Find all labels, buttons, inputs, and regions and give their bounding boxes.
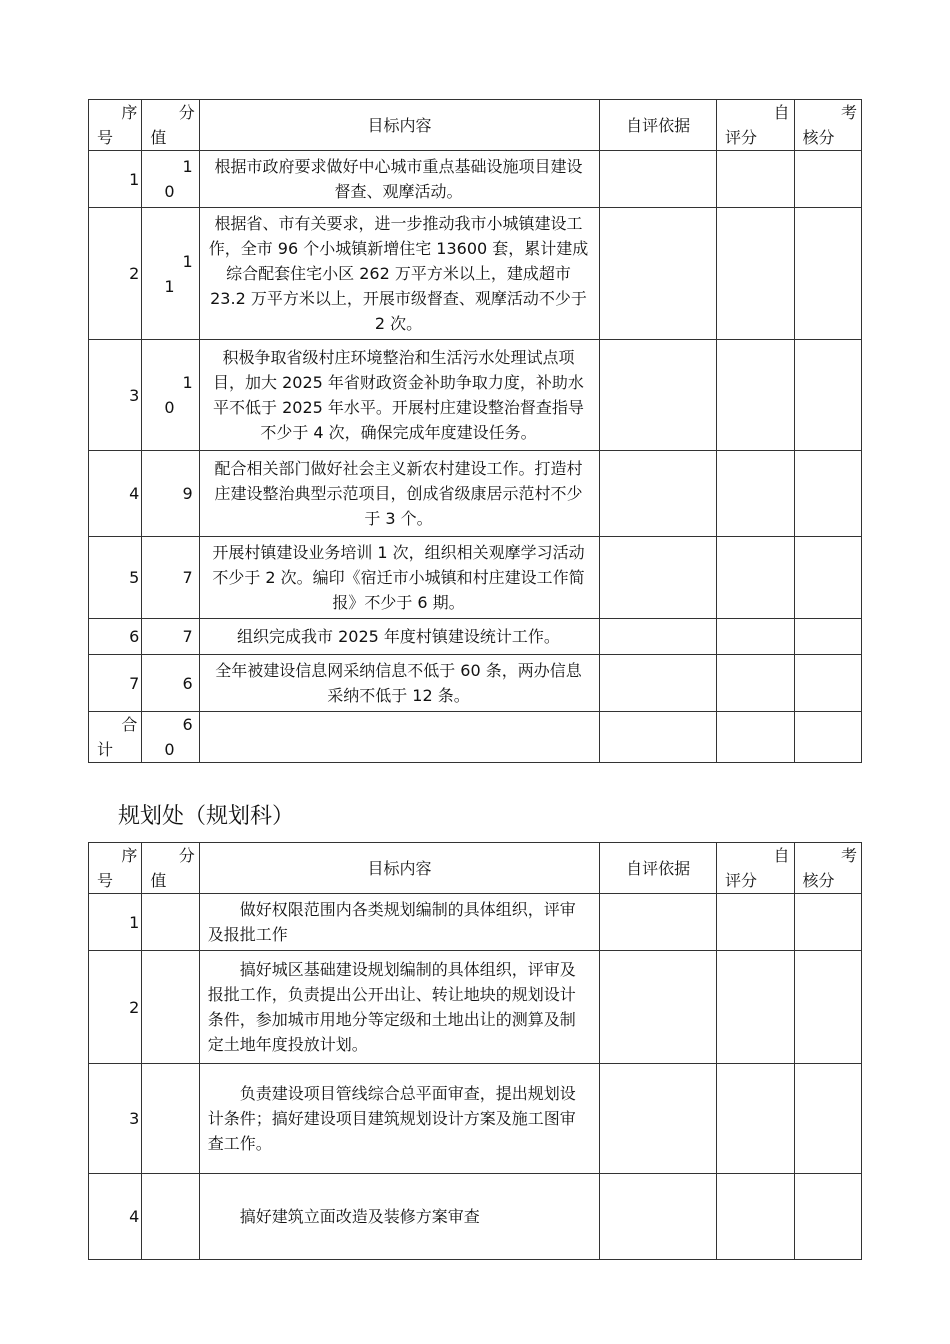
row-exam-score[interactable] (794, 151, 861, 208)
row-basis[interactable] (600, 1174, 717, 1260)
table-row (89, 537, 862, 619)
row-basis[interactable] (600, 1064, 717, 1174)
header-seq: 序 号 (89, 843, 142, 894)
row-goal: 开展村镇建设业务培训 1 次，组织相关观摩学习活动不少于 2 次。编印《宿迁市小城镇和村庄建设工作简报》不少于 6 期。 (199, 537, 600, 619)
row-self-score[interactable] (717, 894, 795, 951)
table-row (89, 451, 862, 537)
row-seq: 7 (89, 655, 142, 712)
header-self-score: 自 评分 (717, 100, 795, 151)
row-exam-score[interactable] (794, 208, 861, 340)
row-goal: 配合相关部门做好社会主义新农村建设工作。打造村庄建设整治典型示范项目，创成省级康居示范村不少于 3 个。 (199, 451, 600, 537)
row-self-score[interactable] (717, 151, 795, 208)
row-basis[interactable] (600, 151, 717, 208)
row-self-score[interactable] (717, 619, 795, 655)
table-row (89, 894, 862, 951)
row-score: 1 0 (142, 340, 199, 451)
row-self-score[interactable] (717, 340, 795, 451)
row-goal: 做好权限范围内各类规划编制的具体组织，评审及报批工作 (199, 894, 600, 951)
table-row (89, 1064, 862, 1174)
row-self-score[interactable] (717, 208, 795, 340)
total-label: 合 计 (89, 712, 142, 763)
table-row (89, 208, 862, 340)
row-seq: 1 (89, 894, 142, 951)
total-score: 6 0 (142, 712, 199, 763)
row-goal: 根据省、市有关要求，进一步推动我市小城镇建设工作，全市 96 个小城镇新增住宅 13600 套，累计建成综合配套住宅小区 262 万平方米以上，建成超市 23.2 万平方米以上，开展市级督查、观摩活动不少于 2 次。 (199, 208, 600, 340)
row-exam-score[interactable] (794, 655, 861, 712)
row-exam-score[interactable] (794, 537, 861, 619)
row-goal: 全年被建设信息网采纳信息不低于 60 条，两办信息采纳不低于 12 条。 (199, 655, 600, 712)
row-score[interactable] (142, 894, 199, 951)
row-seq: 3 (89, 1064, 142, 1174)
row-basis[interactable] (600, 340, 717, 451)
table-row (89, 1174, 862, 1260)
header-self-score: 自 评分 (717, 843, 795, 894)
row-goal: 搞好建筑立面改造及装修方案审查 (199, 1174, 600, 1260)
row-goal: 积极争取省级村庄环境整治和生活污水处理试点项目，加大 2025 年省财政资金补助争取力度，补助水平不低于 2025 年水平。开展村庄建设整治督查指导不少于 4 次，确保完成年度建设任务。 (199, 340, 600, 451)
row-score: 7 (142, 619, 199, 655)
row-self-score[interactable] (717, 451, 795, 537)
row-score[interactable] (142, 1064, 199, 1174)
row-basis[interactable] (600, 894, 717, 951)
table-row (89, 951, 862, 1064)
row-score: 9 (142, 451, 199, 537)
row-score[interactable] (142, 951, 199, 1064)
row-exam-score[interactable] (794, 894, 861, 951)
row-basis[interactable] (600, 619, 717, 655)
row-score: 1 0 (142, 151, 199, 208)
total-basis[interactable] (600, 712, 717, 763)
row-seq: 2 (89, 208, 142, 340)
total-exam-score[interactable] (794, 712, 861, 763)
row-self-score[interactable] (717, 655, 795, 712)
row-exam-score[interactable] (794, 1174, 861, 1260)
row-score: 7 (142, 537, 199, 619)
row-seq: 4 (89, 451, 142, 537)
header-score: 分 值 (142, 100, 199, 151)
row-seq: 2 (89, 951, 142, 1064)
row-seq: 4 (89, 1174, 142, 1260)
row-seq: 1 (89, 151, 142, 208)
row-score: 6 (142, 655, 199, 712)
header-score: 分 值 (142, 843, 199, 894)
section-title: 规划处（规划科） (118, 804, 295, 829)
total-self-score[interactable] (717, 712, 795, 763)
table-header-row (89, 100, 862, 151)
row-exam-score[interactable] (794, 619, 861, 655)
row-self-score[interactable] (717, 1064, 795, 1174)
row-goal: 负责建设项目管线综合总平面审查，提出规划设计条件；搞好建设项目建筑规划设计方案及施工图审查工作。 (199, 1064, 600, 1174)
row-exam-score[interactable] (794, 951, 861, 1064)
header-goal: 目标内容 (199, 843, 600, 894)
row-basis[interactable] (600, 537, 717, 619)
row-basis[interactable] (600, 451, 717, 537)
row-seq: 3 (89, 340, 142, 451)
row-self-score[interactable] (717, 537, 795, 619)
table-row (89, 340, 862, 451)
table-total-row (89, 712, 862, 763)
row-score: 1 1 (142, 208, 199, 340)
target-table-2 (88, 842, 862, 1260)
header-exam-score: 考 核分 (794, 843, 861, 894)
row-basis[interactable] (600, 951, 717, 1064)
row-basis[interactable] (600, 208, 717, 340)
row-seq: 6 (89, 619, 142, 655)
row-self-score[interactable] (717, 951, 795, 1064)
header-seq: 序 号 (89, 100, 142, 151)
header-basis: 自评依据 (600, 843, 717, 894)
row-self-score[interactable] (717, 1174, 795, 1260)
row-goal: 根据市政府要求做好中心城市重点基础设施项目建设督查、观摩活动。 (199, 151, 600, 208)
row-goal: 搞好城区基础建设规划编制的具体组织，评审及报批工作，负责提出公开出让、转让地块的规划设计条件，参加城市用地分等定级和土地出让的测算及制定土地年度投放计划。 (199, 951, 600, 1064)
target-table-1 (88, 99, 862, 763)
table-row (89, 655, 862, 712)
row-basis[interactable] (600, 655, 717, 712)
total-goal (199, 712, 600, 763)
table-header-row (89, 843, 862, 894)
table-row (89, 619, 862, 655)
header-basis: 自评依据 (600, 100, 717, 151)
table-row (89, 151, 862, 208)
header-goal: 目标内容 (199, 100, 600, 151)
header-exam-score: 考 核分 (794, 100, 861, 151)
row-exam-score[interactable] (794, 451, 861, 537)
row-exam-score[interactable] (794, 1064, 861, 1174)
row-exam-score[interactable] (794, 340, 861, 451)
row-score[interactable] (142, 1174, 199, 1260)
row-seq: 5 (89, 537, 142, 619)
row-goal: 组织完成我市 2025 年度村镇建设统计工作。 (199, 619, 600, 655)
